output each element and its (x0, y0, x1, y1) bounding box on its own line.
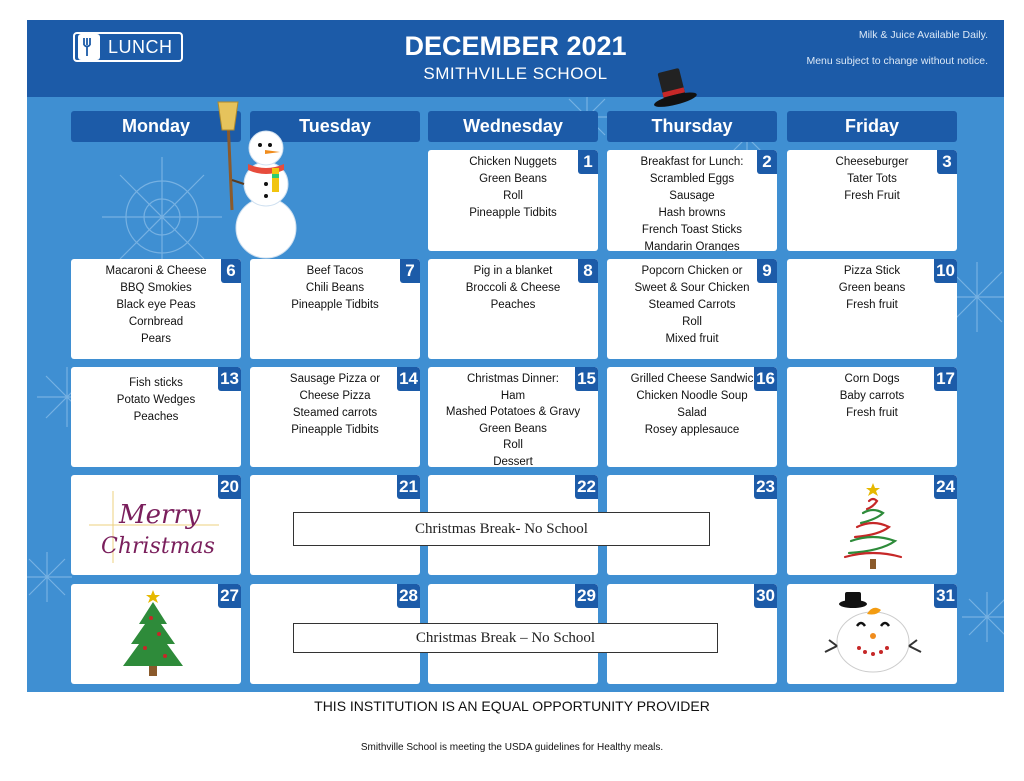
menu-item: Cornbread (128, 316, 184, 328)
menu-items (611, 154, 773, 251)
menu-items (254, 371, 416, 439)
date-number: 8 (578, 259, 598, 283)
menu-item: Chili Beans (305, 282, 365, 294)
day-cell (71, 475, 241, 575)
menu-item: Steamed Carrots (648, 299, 736, 311)
day-cell (787, 150, 957, 251)
menu-item: Pineapple Tidbits (469, 207, 557, 219)
menu-items (75, 263, 237, 348)
date-number: 30 (754, 584, 777, 608)
menu-item: Corn Dogs (844, 373, 900, 385)
menu-item: Broccoli & Cheese (465, 282, 561, 294)
menu-item: Baby carrots (839, 390, 905, 402)
menu-item: Fresh Fruit (844, 190, 900, 202)
date-number: 2 (757, 150, 777, 174)
day-cell (607, 367, 777, 467)
menu-items (791, 263, 953, 314)
day-header-tuesday: Tuesday (250, 111, 420, 142)
date-number: 1 (578, 150, 598, 174)
menu-item: Fresh fruit (846, 407, 898, 419)
menu-item: Sausage (669, 190, 715, 202)
day-header-thursday: Thursday (607, 111, 777, 142)
menu-item: Dessert (493, 455, 533, 467)
day-cell (607, 150, 777, 251)
menu-items (611, 371, 773, 439)
menu-item: Pig in a blanket (473, 265, 553, 277)
day-cell (250, 367, 420, 467)
menu-item: Salad (677, 407, 707, 419)
menu-item: Mixed fruit (665, 333, 719, 345)
menu-item: Pineapple Tidbits (291, 299, 379, 311)
lunch-label: LUNCH (108, 36, 173, 57)
menu-items (611, 263, 773, 348)
date-number: 21 (397, 475, 420, 499)
date-number: 16 (754, 367, 777, 391)
day-cell (787, 584, 957, 684)
menu-item: Peaches (133, 411, 179, 423)
date-number: 3 (937, 150, 957, 174)
header-banner (27, 20, 1004, 97)
menu-item: Pizza Stick (843, 265, 901, 277)
menu-item: Steamed carrots (292, 407, 378, 419)
date-number: 28 (397, 584, 420, 608)
top-hat-icon (648, 64, 698, 116)
date-number: 7 (400, 259, 420, 283)
menu-item: Peaches (490, 299, 536, 311)
menu-item: Roll (503, 190, 523, 202)
date-number: 24 (934, 475, 957, 499)
menu-item: Potato Wedges (116, 394, 196, 406)
day-cell (787, 367, 957, 467)
menu-item: Green Beans (479, 422, 547, 435)
menu-items (432, 154, 594, 222)
menu-items (791, 371, 953, 422)
menu-item: Pineapple Tidbits (291, 424, 379, 436)
menu-item: Tater Tots (847, 173, 897, 185)
usda-guidelines-statement: Smithville School is meeting the USDA guidelines for Healthy meals. (360, 742, 664, 753)
page-title: DECEMBER 2021 (404, 31, 627, 61)
menu-item: Roll (682, 316, 702, 328)
menu-item: Black eye Peas (116, 299, 196, 311)
menu-item: Green Beans (479, 173, 547, 185)
menu-item: Popcorn Chicken or (641, 265, 743, 277)
menu-item: Scrambled Eggs (649, 173, 735, 185)
menu-item: Pears (140, 333, 172, 345)
day-cell (607, 259, 777, 359)
menu-item: Mashed Potatoes & Gravy (445, 406, 581, 418)
snowman-face-icon (823, 586, 923, 680)
day-cell (787, 475, 957, 575)
date-number: 14 (397, 367, 420, 391)
date-number: 9 (757, 259, 777, 283)
date-number: 31 (934, 584, 957, 608)
menu-item: Sausage Pizza or (289, 373, 381, 385)
christmas-break-notice: Christmas Break – No School (293, 623, 718, 653)
date-number: 22 (575, 475, 598, 499)
day-cell (787, 259, 957, 359)
christmas-tree-lettering-icon (833, 479, 913, 573)
milk-juice-note: Milk & Juice Available Daily. (858, 29, 988, 41)
day-header-friday: Friday (787, 111, 957, 142)
school-name: SMITHVILLE SCHOOL (423, 64, 608, 83)
merry-text: Merry (119, 500, 201, 530)
day-cell (71, 259, 241, 359)
christmas-break-notice: Christmas Break- No School (293, 512, 710, 546)
date-number: 20 (218, 475, 241, 499)
date-number: 23 (754, 475, 777, 499)
merry-christmas-art (79, 485, 229, 569)
menu-items (791, 154, 953, 205)
menu-item: Roll (503, 439, 523, 451)
christmas-text: Christmas (101, 534, 215, 559)
date-number: 29 (575, 584, 598, 608)
day-cell (428, 259, 598, 359)
menu-item: Cheese Pizza (299, 390, 371, 402)
day-cell (428, 150, 598, 251)
date-number: 17 (934, 367, 957, 391)
menu-item: BBQ Smokies (120, 282, 192, 294)
menu-items (254, 263, 416, 314)
date-number: 15 (575, 367, 598, 391)
menu-item: Grilled Cheese Sandwic (630, 373, 754, 385)
menu-items (75, 375, 237, 426)
menu-item: Macaroni & Cheese (105, 265, 207, 277)
day-cell (428, 367, 598, 467)
menu-item: Breakfast for Lunch: (640, 156, 744, 168)
menu-item: Ham (500, 389, 526, 402)
menu-item: Chicken Noodle Soup (636, 390, 748, 402)
peace-tree-icon (115, 588, 191, 680)
menu-item: Beef Tacos (306, 265, 364, 277)
menu-change-note: Menu subject to change without notice. (806, 55, 988, 67)
menu-items (432, 263, 594, 314)
date-number: 10 (934, 259, 957, 283)
menu-item: Christmas Dinner: (466, 373, 560, 385)
menu-items (432, 371, 594, 467)
menu-item: Sweet & Sour Chicken (634, 282, 750, 294)
menu-item: Fresh fruit (846, 299, 898, 311)
menu-item: Fish sticks (129, 377, 183, 389)
menu-item: Chicken Nuggets (469, 156, 557, 168)
date-number: 13 (218, 367, 241, 391)
menu-item: Rosey applesauce (644, 424, 740, 436)
menu-item: Cheeseburger (835, 156, 909, 168)
day-cell (71, 367, 241, 467)
menu-item: Hash browns (658, 207, 726, 219)
menu-item: French Toast Sticks (641, 224, 743, 236)
day-cell (71, 584, 241, 684)
date-number: 6 (221, 259, 241, 283)
day-header-wednesday: Wednesday (428, 111, 598, 142)
menu-item: Green beans (838, 282, 906, 294)
menu-item: Mandarin Oranges (644, 241, 740, 251)
date-number: 27 (218, 584, 241, 608)
day-cell (250, 259, 420, 359)
equal-opportunity-statement: THIS INSTITUTION IS AN EQUAL OPPORTUNITY PROVIDER (314, 698, 710, 714)
day-header-monday: Monday (71, 111, 241, 142)
snowman-icon (200, 100, 310, 260)
